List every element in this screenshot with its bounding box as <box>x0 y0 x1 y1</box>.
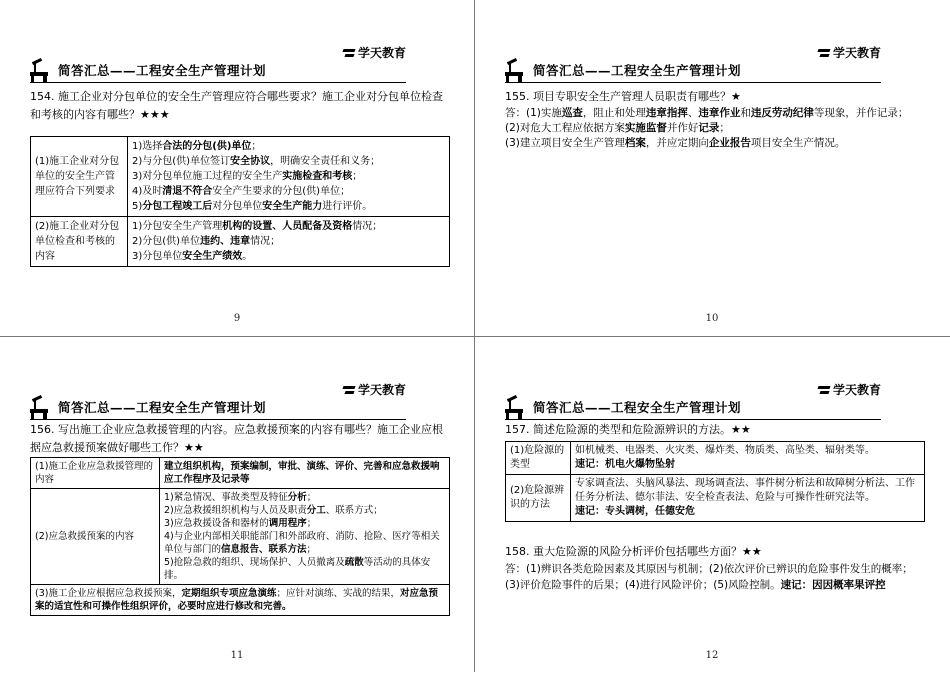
row-key: (2)应急救援预案的内容 <box>31 489 160 585</box>
row-key: (2)危险源辨识的方法 <box>506 475 571 522</box>
page-number: 9 <box>233 313 241 324</box>
header-title: 简答汇总——工程安全生产管理计划 <box>533 400 742 415</box>
question-157: 157. 简述危险源的类型和危险源辨识的方法。★★ <box>505 423 751 436</box>
page-header <box>30 395 406 420</box>
table-row <box>506 442 925 475</box>
page-10 <box>475 0 949 336</box>
desk-lamp-icon <box>30 60 50 82</box>
question-154: 154. 施工企业对分包单位的安全生产管理应符合哪些要求？施工企业对分包单位检查和考核的内容有哪些？★★★ <box>30 90 443 121</box>
page-12 <box>475 337 949 673</box>
row-key: (2)施工企业对分包单位检查和考核的内容 <box>31 217 128 267</box>
table-row <box>506 475 925 522</box>
brand-mark-icon <box>343 385 355 395</box>
brand-mark-icon <box>343 48 355 58</box>
brand-mark-icon <box>818 385 830 395</box>
row-key: (1)施工企业应急救援管理的内容 <box>31 458 160 489</box>
table-row <box>31 585 450 616</box>
question-158: 158. 重大危险源的风险分析评价包括哪些方面？★★ <box>505 545 762 558</box>
row-value: 1)紧急情况、事故类型及特征分析； 2)应急救援组织机构与人员及职责分工、联系方式； 3)应急救援设备和器材的调用程序； 4)与企业内部相关职能部门和外部政府、消防、抢险、医疗等相关单位与部门的信息报告、联系方法； 5)抢险急救的组织、现场保护、人员撤离及疏散等活动的具体安排。 <box>160 489 450 585</box>
header-title: 简答汇总——工程安全生产管理计划 <box>58 400 267 415</box>
table-row <box>31 458 450 489</box>
page-9 <box>0 0 474 336</box>
desk-lamp-icon <box>505 397 525 419</box>
table-row <box>31 137 450 217</box>
table-row <box>31 217 450 267</box>
row-key: (1)施工企业对分包单位的安全生产管理应符合下列要求 <box>31 137 128 217</box>
answer-158: 答：(1)辨识各类危险因素及其原因与机制；(2)依次评价已辨识的危险事件发生的概率；(3)评价危险事件的后果；(4)进行风险评价；(5)风险控制。速记：因因概率果评控 <box>505 563 913 591</box>
page-number: 12 <box>705 650 719 661</box>
brand-logo: 学天教育 <box>343 381 406 398</box>
row-full: (3)施工企业应根据应急救援预案，定期组织专项应急演练；应针对演练、实战的结果，对应急预案的适宜性和可操作性组织评价，必要时应进行修改和完善。 <box>31 585 450 616</box>
brand-logo: 学天教育 <box>818 381 881 398</box>
table-156 <box>30 457 450 616</box>
table-154 <box>30 136 450 267</box>
question-156: 156. 写出施工企业应急救援管理的内容。应急救援预案的内容有哪些？施工企业应根据应急救援预案做好哪些工作？★★ <box>30 423 443 454</box>
page-11 <box>0 337 474 673</box>
brand-logo: 学天教育 <box>343 44 406 61</box>
row-value: 建立组织机构，预案编制，审批、演练、评价、完善和应急救援响应工作程序及记录等 <box>160 458 450 489</box>
page-number: 10 <box>705 313 719 324</box>
page-header <box>505 395 881 420</box>
header-title: 简答汇总——工程安全生产管理计划 <box>533 63 742 78</box>
header-title: 简答汇总——工程安全生产管理计划 <box>58 63 267 78</box>
desk-lamp-icon <box>30 397 50 419</box>
page-header <box>30 58 406 83</box>
brand-logo: 学天教育 <box>818 44 881 61</box>
question-155: 155. 项目专职安全生产管理人员职责有哪些？★ <box>505 90 741 103</box>
page-number: 11 <box>230 650 244 661</box>
row-value: 专家调查法、头脑风暴法、现场调查法、事件树分析法和故障树分析法、工作任务分析法、德尔菲法、安全检查表法、危险与可操作性研究法等。 速记：专头调树，任德安危 <box>571 475 925 522</box>
brand-mark-icon <box>818 48 830 58</box>
table-157 <box>505 441 925 522</box>
row-value: 1)分包安全生产管理机构的设置、人员配备及资格情况； 2)分包(供)单位违约、违章情况； 3)分包单位安全生产绩效。 <box>128 217 450 267</box>
row-value: 1)选择合法的分包(供)单位； 2)与分包(供)单位签订安全协议，明确安全责任和义务； 3)对分包单位施工过程的安全生产实施检查和考核； 4)及时清退不符合安全产生要求的分包(供)单位； 5)分包工程竣工后对分包单位安全生产能力进行评价。 <box>128 137 450 217</box>
answer-155: 答：(1)实施巡查，阻止和处理违章指挥、违章作业和违反劳动纪律等现象，并作记录； (2)对危大工程应依据方案实施监督并作好记录； (3)建立项目安全生产管理档案，并应定期向企业报告项目安全生产情况。 <box>505 107 909 149</box>
page-header <box>505 58 881 83</box>
row-value: 如机械类、电器类、火灾类、爆炸类、物质类、高坠类、辐射类等。 速记：机电火爆物坠射 <box>571 442 925 475</box>
desk-lamp-icon <box>505 60 525 82</box>
table-row <box>31 489 450 585</box>
row-key: (1)危险源的类型 <box>506 442 571 475</box>
